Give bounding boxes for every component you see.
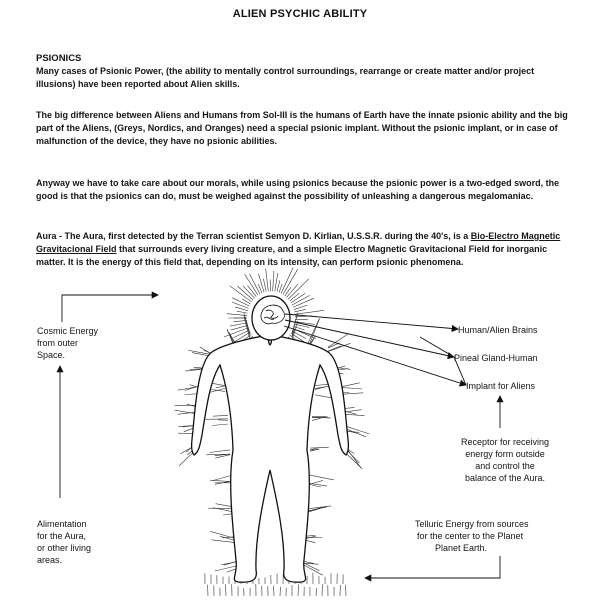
aura-ray bbox=[340, 387, 362, 389]
aura-ray bbox=[213, 476, 230, 481]
aura-ray bbox=[234, 330, 250, 338]
aura-ray bbox=[277, 280, 280, 292]
aura-ray bbox=[310, 475, 334, 480]
aura-ray bbox=[310, 483, 327, 486]
aura-ray bbox=[224, 562, 236, 565]
paragraph-morals: Anyway we have to take care about our morals, while using psionics because the psionic power is a two-edged sword, the good is that the psionics can do, must be weighed against the possibility of unleashing a dangerous megalomaniac. bbox=[36, 178, 560, 201]
label-telluric-energy: Telluric Energy from sources for the center to the Planet Planet Earth. bbox=[415, 519, 529, 553]
aura-ray bbox=[312, 416, 327, 420]
aura-ray bbox=[237, 311, 247, 313]
aura-ray bbox=[315, 384, 329, 385]
aura-ray bbox=[216, 504, 232, 507]
aura-ray bbox=[279, 284, 282, 293]
aura-ray bbox=[225, 584, 226, 596]
aura-field-term: Bio-Electro Magnetic Gravitacional Field bbox=[36, 231, 561, 254]
aura-ray bbox=[288, 279, 309, 299]
body-outline bbox=[192, 334, 349, 582]
aura-ray bbox=[347, 454, 362, 469]
aura-ray bbox=[294, 309, 305, 312]
label-alimentation: Alimentation for the Aura, or other living areas. bbox=[37, 519, 92, 565]
aura-ray bbox=[347, 450, 359, 463]
aura-ray bbox=[206, 419, 229, 420]
aura-ray bbox=[266, 269, 269, 292]
aura-text-2: that surrounds every living creature, and a simple Electro Magnetic Gravitacional Field for inorganic matter. It is the energy of this field that, depending on its intensity, can perform psionic phenomena. bbox=[36, 244, 548, 267]
aura-ray bbox=[232, 302, 249, 308]
aura-ray bbox=[304, 565, 323, 575]
aura-text-1: - The Aura, first detected by the Terran scientist Semyon D. Kirlian, U.S.S.R. during the 40's, is a bbox=[56, 231, 471, 241]
page-title: ALIEN PSYCHIC ABILITY bbox=[232, 8, 368, 20]
arrow-telluric bbox=[365, 556, 500, 578]
aura-ray bbox=[216, 386, 225, 388]
aura-ray bbox=[344, 414, 365, 415]
aura-ray bbox=[230, 323, 247, 326]
aura-ray bbox=[344, 407, 355, 408]
aura-ray bbox=[308, 318, 320, 347]
aura-ray bbox=[295, 319, 308, 320]
aura-ray bbox=[298, 584, 299, 596]
aura-ray bbox=[340, 383, 360, 387]
label-implant-aliens: Implant for Aliens bbox=[466, 381, 536, 391]
aura-ray bbox=[310, 480, 323, 484]
aura-ray bbox=[213, 415, 228, 416]
aura-ray bbox=[315, 395, 333, 398]
label-receptor: Receptor for receiving energy form outside and control the balance of the Aura. bbox=[460, 437, 550, 483]
aura-ray bbox=[306, 535, 315, 536]
aura-ray bbox=[346, 429, 366, 437]
aura-ray bbox=[328, 343, 350, 351]
aura-ray bbox=[328, 346, 341, 351]
aura-ray bbox=[212, 540, 235, 543]
aura-ray bbox=[227, 569, 236, 572]
aura-ray bbox=[273, 271, 274, 291]
aura-ray bbox=[179, 453, 193, 466]
aura-term: Aura bbox=[36, 231, 57, 241]
aura-ray bbox=[230, 286, 252, 302]
aura-ray bbox=[223, 514, 232, 515]
aura-ray bbox=[210, 480, 230, 481]
aura-ray bbox=[259, 274, 265, 292]
section-heading-psionics: PSIONICS bbox=[36, 53, 82, 64]
aura-ray bbox=[275, 273, 278, 291]
aura-ray bbox=[346, 585, 347, 596]
aura-ray bbox=[263, 279, 266, 292]
label-cosmic-energy: Cosmic Energy from outer Space. bbox=[37, 326, 99, 360]
aura-ray bbox=[310, 447, 329, 448]
aura-ray bbox=[290, 293, 299, 301]
aura-ray bbox=[209, 450, 230, 453]
aura-ray bbox=[212, 383, 225, 385]
paragraph-psionic-power: Many cases of Psionic Power, (the ability to mentally control surroundings, rearrange or create matter and/or project illusions) have been reported about Alien skills. bbox=[36, 66, 535, 89]
line-to-brains bbox=[285, 314, 458, 329]
label-pineal-gland: Pineal Gland-Human bbox=[454, 353, 538, 363]
aura-ray bbox=[274, 586, 275, 596]
label-human-alien-brains: Human/Alien Brains bbox=[458, 325, 538, 335]
aura-ray bbox=[344, 410, 361, 412]
aura-ray bbox=[212, 424, 228, 426]
aura-ray bbox=[306, 540, 315, 543]
aura-ray bbox=[285, 287, 291, 296]
aura-ray bbox=[231, 325, 248, 330]
paragraph-aliens-vs-humans: The big difference between Aliens and Humans from Sol-III is the humans of Earth have the innate psionic ability and the big part of the Aliens, (Greys, Nordics, and Oranges) need a special psionic implant. Without the psionic implant, or in case of malfunction of the device, they have no psionic abilities. bbox=[36, 110, 568, 146]
arrow-cosmic-top bbox=[62, 295, 158, 322]
aura-ray bbox=[347, 449, 361, 468]
